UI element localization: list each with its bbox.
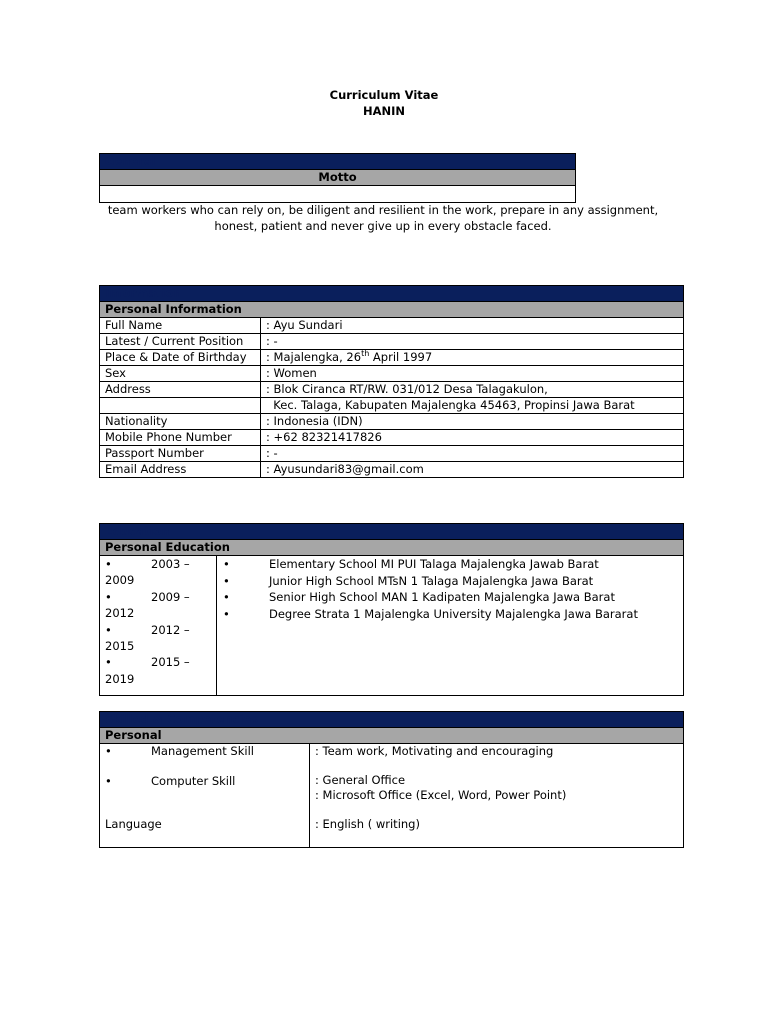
info-value: [261, 350, 684, 366]
general-table: [99, 153, 576, 203]
info-row: [100, 366, 684, 382]
skill-value: : Microsoft Office (Excel, Word, Power Point): [315, 788, 567, 802]
motto-line: team workers who can rely on, be diligent and resilient in the work, prepare in any assignment,: [107, 203, 659, 217]
skill-value: : English ( writing): [315, 817, 420, 831]
skills-section-header: Skilled & Competencies: [100, 712, 684, 728]
school-name: Degree Strata 1 Majalengka University Majalengka Jawa Bararat: [269, 606, 638, 621]
year-range: [105, 589, 211, 605]
info-label: Passport Number: [100, 446, 261, 462]
motto-line: honest, patient and never give up in every obstacle faced.: [214, 219, 552, 233]
year-start: 2009 –: [151, 589, 190, 604]
bullet: •: [223, 590, 230, 604]
school-name: Elementary School MI PUI Talaga Majalengka Jawab Barat: [269, 557, 599, 571]
bullet: •: [105, 622, 112, 637]
info-label: Nationality: [100, 414, 261, 430]
info-value: : -: [261, 334, 684, 350]
school-item: [223, 606, 677, 623]
motto-blank-cell: [100, 186, 576, 203]
info-row: [100, 414, 684, 430]
bullet: •: [223, 557, 230, 571]
info-value: : Blok Ciranca RT/RW. 031/012 Desa Talagakulon,: [261, 382, 684, 398]
information-table: [99, 285, 684, 478]
document-title: Curriculum Vitae: [329, 88, 439, 102]
info-label: [100, 398, 261, 414]
info-value: : +62 82321417826: [261, 430, 684, 446]
personal-skills-subheader: Personal: [100, 728, 684, 744]
school-name: Senior High School MAN 1 Kadipaten Majalengka Jawa Barat: [269, 590, 615, 604]
skill-values-cell: [310, 744, 684, 848]
bullet: •: [105, 774, 112, 788]
year-end: 2015: [105, 639, 135, 654]
candidate-name: HANIN: [362, 104, 406, 118]
info-label: Address: [100, 382, 261, 398]
info-value: : -: [261, 446, 684, 462]
education-section-header: Education: [100, 524, 684, 540]
education-table: [99, 523, 684, 696]
skill-label-row: [105, 774, 304, 789]
skills-table: [99, 711, 684, 848]
year-start: 2015 –: [151, 655, 190, 670]
year-range: [105, 654, 211, 670]
year-end: 2012: [105, 606, 135, 621]
skill-label: Management Skill: [151, 744, 254, 758]
info-row: [100, 350, 684, 366]
info-label: Full Name: [100, 318, 261, 334]
info-row: [100, 398, 684, 414]
skill-label-row: [105, 744, 304, 759]
skill-label: Language: [105, 817, 162, 831]
info-label: Latest / Current Position: [100, 334, 261, 350]
info-row: [100, 318, 684, 334]
year-end: 2009: [105, 573, 135, 588]
motto-text: [99, 202, 667, 234]
personal-information-subheader: Personal Information: [100, 302, 684, 318]
skill-value: : Team work, Motivating and encouraging: [315, 744, 554, 758]
info-label: Email Address: [100, 462, 261, 478]
info-label: Place & Date of Birthday: [100, 350, 261, 366]
skill-value: : General Office: [315, 773, 406, 787]
year-range: [105, 556, 211, 572]
general-section-header: General: [100, 154, 576, 170]
motto-subheader: Motto: [100, 170, 576, 186]
education-years-cell: [100, 556, 217, 696]
info-row: [100, 446, 684, 462]
info-value: : Ayu Sundari: [261, 318, 684, 334]
skill-labels-cell: [100, 744, 310, 848]
info-row: [100, 462, 684, 478]
school-item: [223, 556, 677, 573]
year-end: 2019: [105, 671, 135, 686]
info-label: Mobile Phone Number: [100, 430, 261, 446]
school-item: [223, 589, 677, 606]
skill-label: Computer Skill: [151, 774, 236, 788]
school-name: Junior High School MTsN 1 Talaga Majalengka Jawa Barat: [269, 573, 594, 588]
year-range: [105, 622, 211, 638]
bullet: •: [105, 744, 112, 758]
bullet: •: [223, 573, 230, 588]
education-schools-cell: [217, 556, 684, 696]
year-start: 2012 –: [151, 622, 190, 637]
birth-place-date: : Majalengka, 26: [266, 350, 362, 364]
bullet: •: [223, 606, 230, 621]
info-row: [100, 334, 684, 350]
info-value: : Women: [261, 366, 684, 382]
info-row: [100, 430, 684, 446]
info-value: : Ayusundari83@gmail.com: [261, 462, 684, 478]
bullet: •: [105, 589, 112, 604]
birth-month-year: April 1997: [369, 350, 433, 364]
info-row: [100, 382, 684, 398]
bullet: •: [105, 557, 112, 571]
bullet: •: [105, 655, 112, 670]
personal-education-subheader: Personal Education: [100, 540, 684, 556]
information-section-header: Information: [100, 286, 684, 302]
year-start: 2003 –: [151, 557, 190, 571]
ordinal-suffix: th: [361, 349, 370, 359]
info-label: Sex: [100, 366, 261, 382]
info-value: Kec. Talaga, Kabupaten Majalengka 45463, Propinsi Jawa Barat: [261, 398, 684, 414]
school-item: [223, 573, 677, 590]
info-value: : Indonesia (IDN): [261, 414, 684, 430]
